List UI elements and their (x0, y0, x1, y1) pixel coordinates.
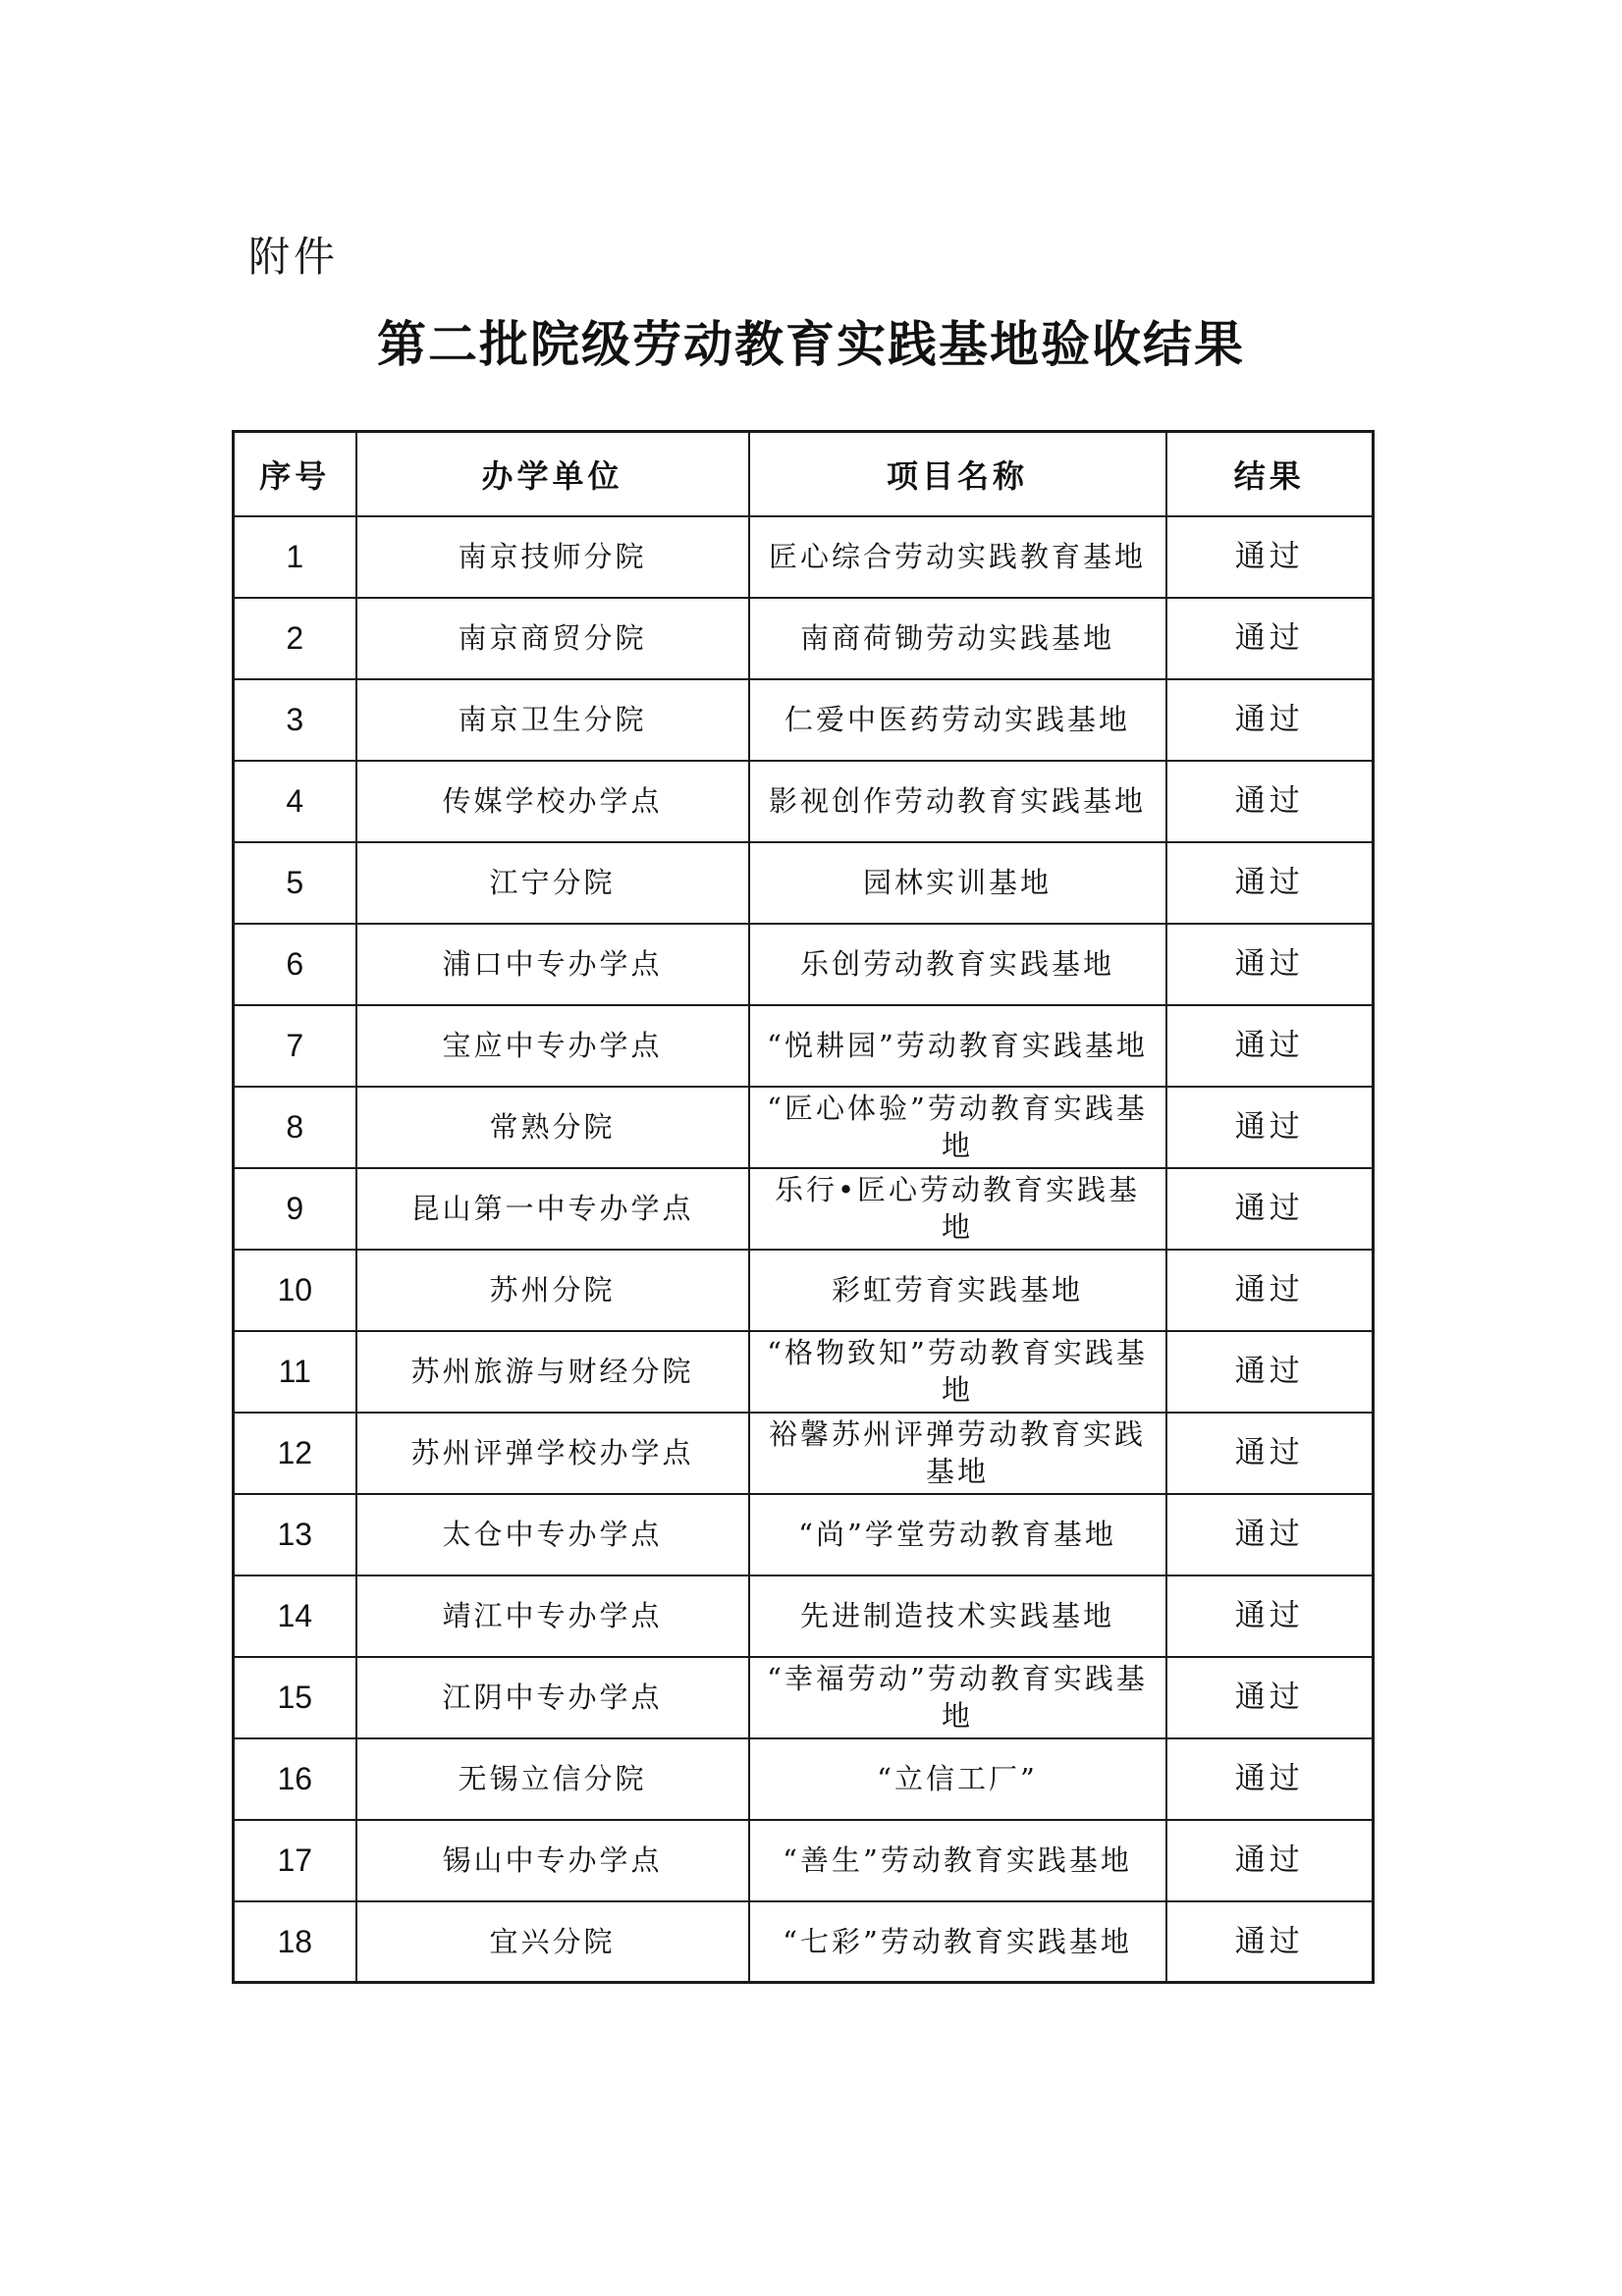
cell-index: 14 (234, 1575, 356, 1657)
cell-result: 通过 (1166, 761, 1374, 842)
header-index: 序号 (234, 432, 356, 516)
cell-unit: 苏州旅游与财经分院 (356, 1331, 749, 1413)
cell-index: 10 (234, 1250, 356, 1331)
cell-project: 影视创作劳动教育实践基地 (749, 761, 1166, 842)
cell-unit: 江阴中专办学点 (356, 1657, 749, 1738)
cell-unit: 常熟分院 (356, 1087, 749, 1168)
cell-unit: 江宁分院 (356, 842, 749, 924)
cell-result: 通过 (1166, 1331, 1374, 1413)
table-row (234, 842, 1374, 924)
table-row (234, 1005, 1374, 1087)
cell-index: 15 (234, 1657, 356, 1738)
cell-project: 裕馨苏州评弹劳动教育实践基地 (749, 1413, 1166, 1494)
table-row (234, 1413, 1374, 1494)
table-row (234, 1168, 1374, 1250)
table-header-row (234, 432, 1374, 516)
cell-result: 通过 (1166, 1087, 1374, 1168)
cell-index: 13 (234, 1494, 356, 1575)
cell-result: 通过 (1166, 1250, 1374, 1331)
cell-unit: 宜兴分院 (356, 1901, 749, 1983)
cell-unit: 苏州评弹学校办学点 (356, 1413, 749, 1494)
cell-result: 通过 (1166, 924, 1374, 1005)
cell-index: 1 (234, 516, 356, 598)
cell-index: 2 (234, 598, 356, 679)
acceptance-results-table (232, 430, 1375, 1984)
table-row (234, 1738, 1374, 1820)
cell-result: 通过 (1166, 516, 1374, 598)
cell-index: 3 (234, 679, 356, 761)
cell-result: 通过 (1166, 842, 1374, 924)
cell-index: 12 (234, 1413, 356, 1494)
table-row (234, 1494, 1374, 1575)
cell-index: 16 (234, 1738, 356, 1820)
cell-index: 8 (234, 1087, 356, 1168)
table-row (234, 1901, 1374, 1983)
cell-project: 乐行•匠心劳动教育实践基地 (749, 1168, 1166, 1250)
cell-project: 匠心综合劳动实践教育基地 (749, 516, 1166, 598)
header-project: 项目名称 (749, 432, 1166, 516)
document-title: 第二批院级劳动教育实践基地验收结果 (377, 316, 1245, 373)
cell-index: 18 (234, 1901, 356, 1983)
cell-project: “悦耕园”劳动教育实践基地 (749, 1005, 1166, 1087)
cell-index: 6 (234, 924, 356, 1005)
cell-project: “格物致知”劳动教育实践基地 (749, 1331, 1166, 1413)
cell-result: 通过 (1166, 1738, 1374, 1820)
cell-project: “匠心体验”劳动教育实践基地 (749, 1087, 1166, 1168)
cell-project: “七彩”劳动教育实践基地 (749, 1901, 1166, 1983)
cell-result: 通过 (1166, 679, 1374, 761)
cell-unit: 南京技师分院 (356, 516, 749, 598)
cell-unit: 宝应中专办学点 (356, 1005, 749, 1087)
cell-project: 先进制造技术实践基地 (749, 1575, 1166, 1657)
table-row (234, 1250, 1374, 1331)
cell-result: 通过 (1166, 1494, 1374, 1575)
cell-project: 彩虹劳育实践基地 (749, 1250, 1166, 1331)
cell-result: 通过 (1166, 1820, 1374, 1901)
cell-result: 通过 (1166, 1168, 1374, 1250)
table-body (234, 516, 1374, 1983)
cell-project: “尚”学堂劳动教育基地 (749, 1494, 1166, 1575)
table-row (234, 1657, 1374, 1738)
table-row (234, 1087, 1374, 1168)
cell-project: 园林实训基地 (749, 842, 1166, 924)
cell-unit: 靖江中专办学点 (356, 1575, 749, 1657)
cell-project: “幸福劳动”劳动教育实践基地 (749, 1657, 1166, 1738)
header-result: 结果 (1166, 432, 1374, 516)
table-row (234, 761, 1374, 842)
cell-unit: 南京卫生分院 (356, 679, 749, 761)
cell-project: “善生”劳动教育实践基地 (749, 1820, 1166, 1901)
table-row (234, 1820, 1374, 1901)
cell-unit: 南京商贸分院 (356, 598, 749, 679)
cell-index: 4 (234, 761, 356, 842)
cell-project: 仁爱中医药劳动实践基地 (749, 679, 1166, 761)
cell-index: 17 (234, 1820, 356, 1901)
table-row (234, 1331, 1374, 1413)
table-row (234, 924, 1374, 1005)
cell-unit: 太仓中专办学点 (356, 1494, 749, 1575)
header-unit: 办学单位 (356, 432, 749, 516)
cell-unit: 苏州分院 (356, 1250, 749, 1331)
cell-index: 9 (234, 1168, 356, 1250)
cell-index: 5 (234, 842, 356, 924)
attachment-label: 附件 (248, 233, 340, 281)
cell-index: 11 (234, 1331, 356, 1413)
cell-result: 通过 (1166, 1901, 1374, 1983)
cell-result: 通过 (1166, 598, 1374, 679)
cell-unit: 传媒学校办学点 (356, 761, 749, 842)
table-row (234, 679, 1374, 761)
cell-result: 通过 (1166, 1413, 1374, 1494)
cell-result: 通过 (1166, 1575, 1374, 1657)
cell-unit: 浦口中专办学点 (356, 924, 749, 1005)
cell-result: 通过 (1166, 1657, 1374, 1738)
table-row (234, 516, 1374, 598)
table-row (234, 1575, 1374, 1657)
table-row (234, 598, 1374, 679)
cell-result: 通过 (1166, 1005, 1374, 1087)
cell-unit: 昆山第一中专办学点 (356, 1168, 749, 1250)
cell-unit: 锡山中专办学点 (356, 1820, 749, 1901)
cell-unit: 无锡立信分院 (356, 1738, 749, 1820)
cell-index: 7 (234, 1005, 356, 1087)
cell-project: 乐创劳动教育实践基地 (749, 924, 1166, 1005)
cell-project: 南商荷锄劳动实践基地 (749, 598, 1166, 679)
cell-project: “立信工厂” (749, 1738, 1166, 1820)
